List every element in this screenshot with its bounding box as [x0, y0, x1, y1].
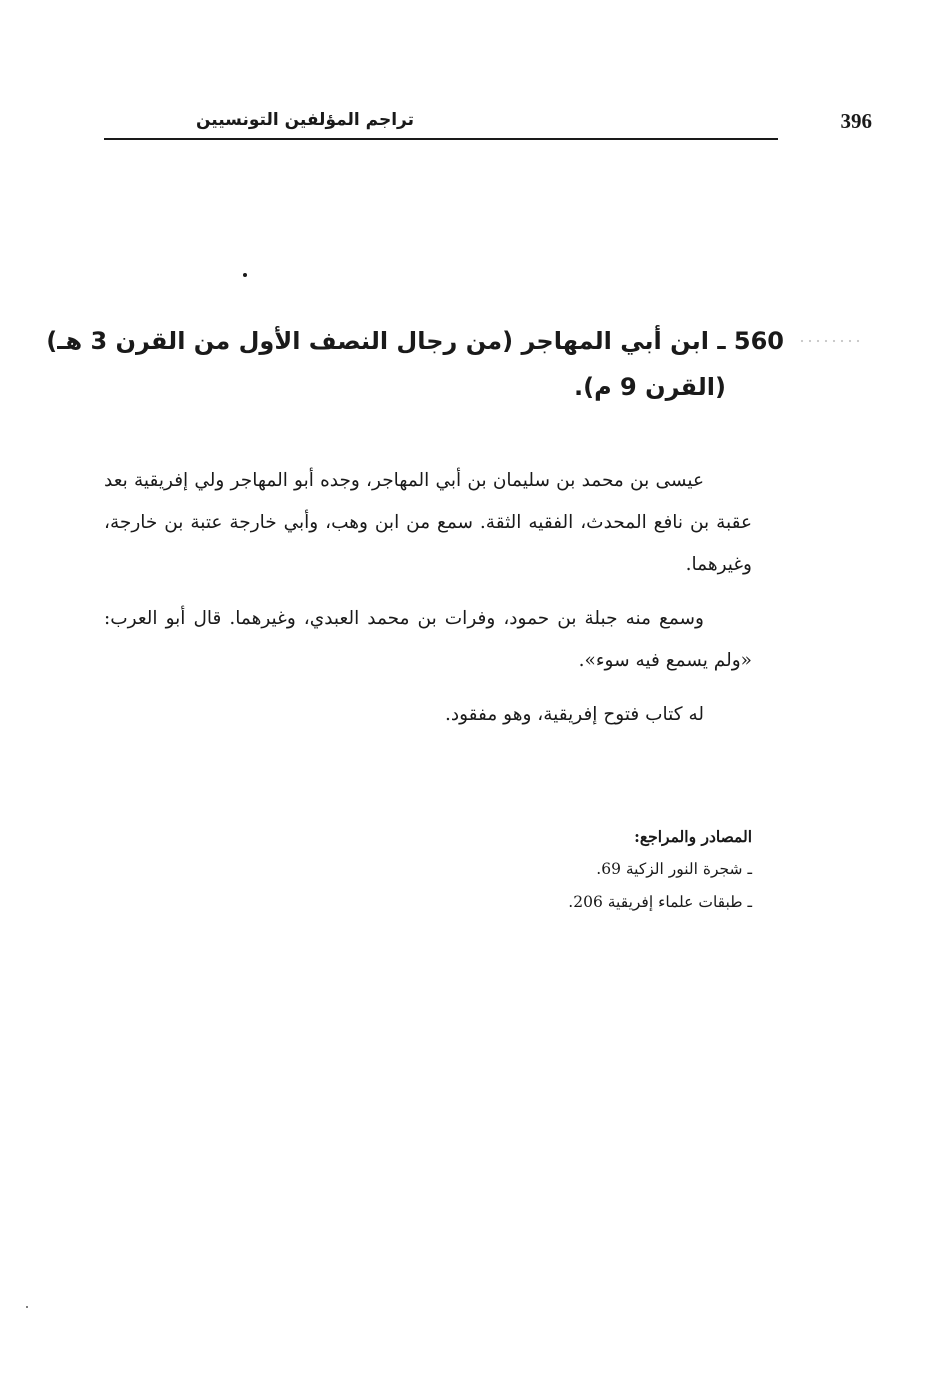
running-header-book-title: تراجم المؤلفين التونسيين — [196, 110, 414, 130]
scan-artifact-dots — [798, 337, 862, 345]
reference-item: ـ طبقات علماء إفريقية 206. — [568, 893, 752, 911]
scan-speck — [26, 1306, 28, 1308]
ink-dot — [243, 273, 247, 277]
body-paragraph-students: وسمع منه جبلة بن حمود، وفرات بن محمد العبدي، وغيرهما. قال أبو العرب: «ولم يسمع فيه سوء». — [104, 608, 752, 671]
reference-item: ـ شجرة النور الزكية 69. — [596, 860, 752, 878]
body-paragraph-biography: عيسى بن محمد بن سليمان بن أبي المهاجر، وجده أبو المهاجر ولي إفريقية بعد عقبة بن نافع المحدث، الفقيه الثقة. سمع من ابن وهب، وأبي خارجة عتبة بن خارجة، وغيرهما. — [104, 470, 752, 575]
page-number: 396 — [840, 109, 872, 133]
references-heading: المصادر والمراجع: — [634, 827, 752, 846]
entry-heading — [46, 318, 784, 410]
entry-heading-line-2: (القرن 9 م). — [574, 373, 726, 401]
body-paragraph-works: له كتاب فتوح إفريقية، وهو مفقود. — [444, 704, 704, 725]
entry-heading-line-1: 560 ـ ابن أبي المهاجر (من رجال النصف الأول من القرن 3 هـ) — [46, 327, 784, 355]
references-section — [460, 820, 752, 919]
running-header — [104, 104, 872, 140]
entry-body — [104, 460, 752, 736]
